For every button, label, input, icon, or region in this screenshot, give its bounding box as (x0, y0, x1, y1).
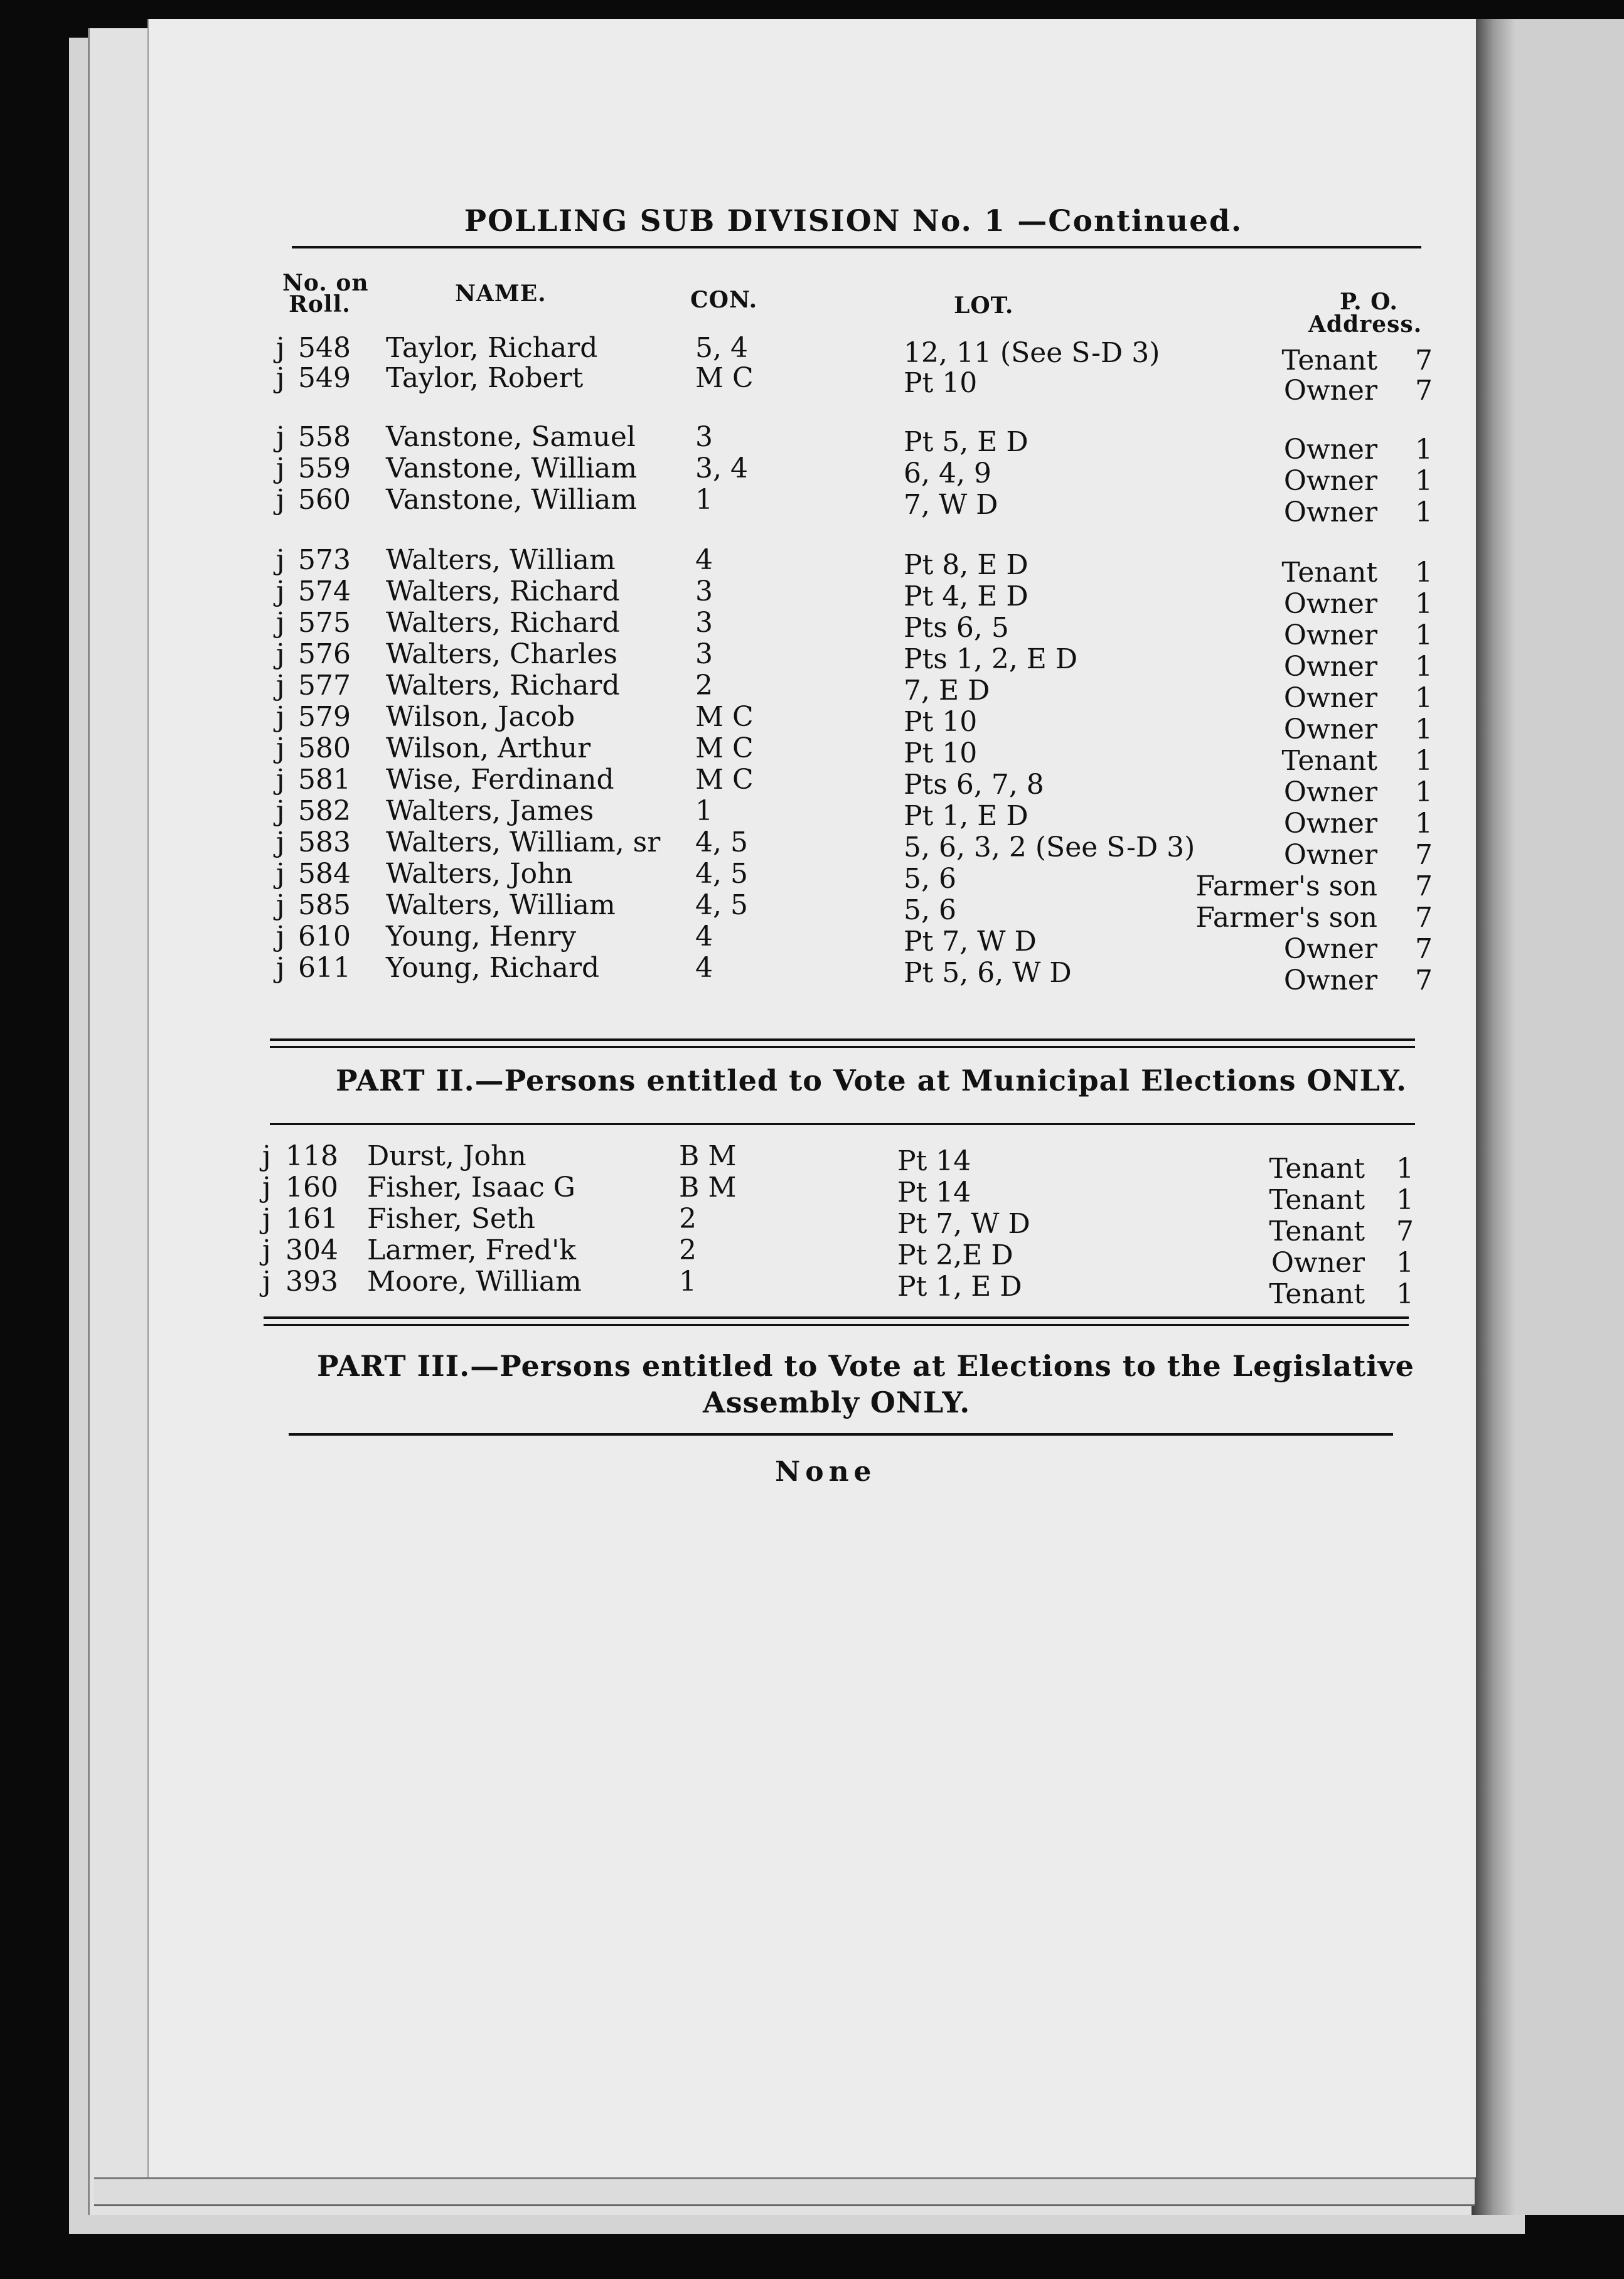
part1-cell-lot: Pt 5, 6, W D (904, 957, 1072, 989)
part1-cell-status: Owner (1283, 619, 1377, 651)
part1-cell-po: 1 (1415, 682, 1433, 714)
part2-cell-con: 2 (679, 1234, 697, 1266)
part2-cell-mark: j (262, 1172, 271, 1204)
part1-cell-status: Tenant (1281, 745, 1377, 777)
part1-cell-con: 4 (695, 921, 713, 953)
part1-cell-no: 581 (298, 764, 351, 796)
part1-row (0, 670, 1624, 714)
part1-cell-status: Owner (1283, 651, 1377, 683)
part1-row (0, 732, 1624, 777)
part1-cell-name: Walters, John (386, 858, 573, 890)
part1-cell-lot: Pt 10 (904, 706, 978, 738)
heading-rule (292, 246, 1421, 248)
part1-row (0, 952, 1624, 996)
part1-cell-no: 582 (298, 795, 351, 827)
part1-cell-con: 4 (695, 544, 713, 576)
part1-cell-name: Walters, Richard (386, 670, 620, 702)
part2-row (0, 1266, 1624, 1310)
part1-cell-no: 610 (298, 921, 351, 953)
part1-cell-mark: j (276, 670, 285, 702)
page-heading: POLLING SUB DIVISION No. 1 —Continued. (464, 204, 1243, 238)
part2-cell-mark: j (262, 1203, 271, 1235)
part1-cell-lot: 7, E D (904, 675, 990, 707)
part1-cell-po: 1 (1415, 776, 1433, 808)
part1-cell-no: 574 (298, 575, 351, 607)
part1-cell-name: Vanstone, William (386, 452, 638, 484)
part1-cell-po: 7 (1415, 902, 1433, 934)
part1-cell-no: 560 (298, 484, 351, 516)
part1-cell-po: 7 (1415, 344, 1433, 376)
part1-cell-mark: j (276, 795, 285, 827)
part1-cell-mark: j (276, 544, 285, 576)
part2-cell-lot: Pt 14 (897, 1177, 971, 1209)
part2-cell-mark: j (262, 1234, 271, 1266)
part1-cell-no: 584 (298, 858, 351, 890)
part1-cell-name: Vanstone, William (386, 484, 638, 516)
part2-title: PART II.—Persons entitled to Vote at Municipal Elections ONLY. (336, 1064, 1407, 1097)
col-header-name: NAME. (455, 280, 547, 307)
part2-cell-status: Tenant (1269, 1184, 1365, 1216)
part1-cell-name: Young, Henry (386, 921, 577, 953)
part1-cell-mark: j (276, 421, 285, 453)
part1-cell-status: Tenant (1281, 557, 1377, 589)
part1-row (0, 889, 1624, 934)
part1-cell-name: Wise, Ferdinand (386, 764, 614, 796)
part2-cell-no: 161 (286, 1203, 338, 1235)
part1-cell-no: 580 (298, 732, 351, 764)
part1-cell-mark: j (276, 764, 285, 796)
part1-cell-status: Farmer's son (1195, 870, 1377, 902)
part1-cell-status: Owner (1283, 682, 1377, 714)
part1-cell-con: 3 (695, 421, 713, 453)
part1-cell-con: 3 (695, 638, 713, 670)
part1-cell-mark: j (276, 362, 285, 394)
part1-cell-status: Owner (1283, 434, 1377, 466)
part1-cell-name: Wilson, Jacob (386, 701, 575, 733)
part1-cell-no: 549 (298, 362, 351, 394)
part2-cell-no: 118 (286, 1140, 338, 1172)
part2-row (0, 1234, 1624, 1279)
part2-cell-po: 1 (1396, 1247, 1414, 1279)
part1-cell-con: 3 (695, 575, 713, 607)
part1-cell-mark: j (276, 826, 285, 858)
part1-cell-status: Owner (1283, 465, 1377, 497)
part1-row (0, 332, 1624, 376)
part1-row (0, 638, 1624, 683)
part1-cell-con: 4, 5 (695, 889, 748, 921)
part1-row (0, 764, 1624, 808)
part1-cell-status: Owner (1283, 839, 1377, 871)
part2-top-rule-1 (270, 1038, 1415, 1041)
part1-cell-lot: Pts 6, 5 (904, 612, 1009, 644)
part1-cell-name: Taylor, Robert (386, 362, 584, 394)
part1-cell-name: Walters, William (386, 544, 616, 576)
part1-row (0, 575, 1624, 620)
part1-cell-po: 1 (1415, 713, 1433, 745)
part1-cell-name: Taylor, Richard (386, 332, 598, 364)
part1-cell-lot: 5, 6 (904, 894, 956, 926)
col-header-roll: Roll. (289, 291, 351, 318)
part1-cell-po: 7 (1415, 933, 1433, 965)
part1-cell-status: Owner (1283, 933, 1377, 965)
col-header-con: CON. (690, 287, 758, 313)
part3-title-line1: PART III.—Persons entitled to Vote at Elections to the Legislative (317, 1349, 1414, 1383)
part2-cell-status: Tenant (1269, 1215, 1365, 1247)
part1-cell-lot: 6, 4, 9 (904, 457, 991, 489)
part1-row (0, 544, 1624, 589)
part1-cell-con: M C (695, 732, 754, 764)
part1-cell-status: Owner (1283, 964, 1377, 996)
part1-cell-po: 1 (1415, 465, 1433, 497)
part1-cell-status: Tenant (1281, 344, 1377, 376)
part1-cell-con: 1 (695, 484, 713, 516)
part2-cell-name: Moore, William (367, 1266, 582, 1298)
part1-cell-no: 573 (298, 544, 351, 576)
part1-cell-con: 2 (695, 670, 713, 702)
part2-row (0, 1203, 1624, 1247)
part2-top-rule-2 (270, 1046, 1415, 1048)
part1-cell-no: 579 (298, 701, 351, 733)
part2-cell-name: Fisher, Seth (367, 1203, 535, 1235)
part1-cell-name: Wilson, Arthur (386, 732, 591, 764)
part2-cell-po: 1 (1396, 1184, 1414, 1216)
part3-bottom-rule (289, 1433, 1393, 1436)
part1-cell-no: 577 (298, 670, 351, 702)
part2-cell-lot: Pt 7, W D (897, 1208, 1030, 1240)
part2-cell-con: B M (679, 1172, 737, 1204)
part1-row (0, 701, 1624, 745)
part1-cell-lot: 5, 6, 3, 2 (See S-D 3) (904, 831, 1195, 863)
part1-row (0, 795, 1624, 840)
part1-cell-mark: j (276, 858, 285, 890)
part2-cell-con: B M (679, 1140, 737, 1172)
part2-cell-no: 393 (286, 1266, 338, 1298)
part1-cell-lot: Pt 10 (904, 737, 978, 769)
part2-cell-po: 1 (1396, 1278, 1414, 1310)
col-header-address: Address. (1308, 311, 1423, 338)
part2-cell-mark: j (262, 1266, 271, 1298)
part1-row (0, 858, 1624, 902)
col-header-po: P. O. (1340, 289, 1398, 315)
part1-cell-status: Owner (1283, 776, 1377, 808)
part1-cell-po: 1 (1415, 619, 1433, 651)
part1-cell-name: Walters, Charles (386, 638, 617, 670)
part1-cell-po: 7 (1415, 870, 1433, 902)
col-header-lot: LOT. (954, 292, 1014, 319)
part2-row (0, 1140, 1624, 1185)
part2-cell-status: Tenant (1269, 1153, 1365, 1185)
part1-cell-name: Walters, William, sr (386, 826, 661, 858)
part1-cell-lot: 12, 11 (See S-D 3) (904, 337, 1160, 369)
part3-title-line2: Assembly ONLY. (703, 1385, 971, 1419)
part1-row (0, 484, 1624, 528)
part2-bottom-rule (270, 1123, 1415, 1125)
part2-cell-con: 2 (679, 1203, 697, 1235)
part2-cell-po: 1 (1396, 1153, 1414, 1185)
part1-cell-no: 583 (298, 826, 351, 858)
part2-row (0, 1172, 1624, 1216)
part1-cell-lot: Pt 1, E D (904, 800, 1028, 832)
part1-cell-status: Owner (1283, 588, 1377, 620)
part1-row (0, 452, 1624, 497)
part1-cell-mark: j (276, 701, 285, 733)
part2-cell-name: Larmer, Fred'k (367, 1234, 576, 1266)
part2-cell-name: Fisher, Isaac G (367, 1172, 575, 1204)
part1-cell-no: 558 (298, 421, 351, 453)
part1-cell-po: 1 (1415, 651, 1433, 683)
part2-cell-con: 1 (679, 1266, 697, 1298)
part1-cell-po: 1 (1415, 434, 1433, 466)
part1-cell-name: Walters, Richard (386, 575, 620, 607)
part2-cell-lot: Pt 2,E D (897, 1239, 1013, 1271)
part1-cell-mark: j (276, 332, 285, 364)
part3-none-label: None (775, 1456, 877, 1488)
part1-cell-status: Farmer's son (1195, 902, 1377, 934)
part1-cell-name: Walters, William (386, 889, 616, 921)
part1-cell-po: 7 (1415, 839, 1433, 871)
part1-row (0, 826, 1624, 871)
part1-cell-lot: Pts 6, 7, 8 (904, 769, 1044, 801)
part1-cell-po: 1 (1415, 808, 1433, 840)
part1-cell-po: 1 (1415, 557, 1433, 589)
part1-cell-name: Walters, Richard (386, 607, 620, 639)
part1-cell-lot: Pts 1, 2, E D (904, 643, 1078, 675)
part2-cell-name: Durst, John (367, 1140, 526, 1172)
part1-cell-po: 7 (1415, 375, 1433, 407)
part1-cell-mark: j (276, 952, 285, 984)
part1-cell-lot: Pt 4, E D (904, 580, 1028, 612)
part1-cell-con: 1 (695, 795, 713, 827)
part1-cell-lot: Pt 7, W D (904, 926, 1037, 958)
part1-cell-status: Owner (1283, 375, 1377, 407)
part1-row (0, 421, 1624, 466)
part1-cell-no: 548 (298, 332, 351, 364)
part1-cell-lot: Pt 5, E D (904, 426, 1028, 458)
part1-cell-mark: j (276, 921, 285, 953)
part2-cell-status: Tenant (1269, 1278, 1365, 1310)
part2-cell-lot: Pt 14 (897, 1145, 971, 1177)
part1-cell-con: M C (695, 701, 754, 733)
part1-cell-no: 559 (298, 452, 351, 484)
part1-row (0, 362, 1624, 407)
part1-cell-lot: Pt 10 (904, 367, 978, 399)
part1-cell-name: Young, Richard (386, 952, 600, 984)
part1-cell-no: 576 (298, 638, 351, 670)
part1-cell-mark: j (276, 452, 285, 484)
part2-cell-no: 160 (286, 1172, 338, 1204)
part1-cell-lot: 7, W D (904, 489, 998, 521)
part1-cell-name: Walters, James (386, 795, 594, 827)
part1-cell-name: Vanstone, Samuel (386, 421, 636, 453)
part1-row (0, 921, 1624, 965)
part1-cell-con: M C (695, 764, 754, 796)
part1-row (0, 607, 1624, 651)
part2-cell-mark: j (262, 1140, 271, 1172)
part1-cell-status: Owner (1283, 496, 1377, 528)
part1-cell-po: 7 (1415, 964, 1433, 996)
part1-cell-mark: j (276, 889, 285, 921)
part1-cell-status: Owner (1283, 808, 1377, 840)
part1-cell-mark: j (276, 607, 285, 639)
part1-cell-con: 4, 5 (695, 858, 748, 890)
part1-cell-con: 4 (695, 952, 713, 984)
part2-cell-no: 304 (286, 1234, 338, 1266)
part1-cell-no: 611 (298, 952, 351, 984)
part1-cell-no: 575 (298, 607, 351, 639)
part1-cell-no: 585 (298, 889, 351, 921)
part1-cell-con: M C (695, 362, 754, 394)
part2-cell-lot: Pt 1, E D (897, 1271, 1022, 1303)
part1-cell-po: 1 (1415, 588, 1433, 620)
part1-cell-con: 5, 4 (695, 332, 748, 364)
part1-cell-status: Owner (1283, 713, 1377, 745)
part1-cell-con: 4, 5 (695, 826, 748, 858)
part1-cell-lot: Pt 8, E D (904, 549, 1028, 581)
part3-top-rule-1 (264, 1316, 1409, 1319)
part2-cell-po: 7 (1396, 1215, 1414, 1247)
part2-cell-status: Owner (1271, 1247, 1365, 1279)
col-header-no-on: No. on (282, 270, 369, 296)
part1-cell-mark: j (276, 484, 285, 516)
part1-cell-mark: j (276, 638, 285, 670)
part1-cell-po: 1 (1415, 745, 1433, 777)
part1-cell-lot: 5, 6 (904, 863, 956, 895)
part1-cell-mark: j (276, 732, 285, 764)
part1-cell-po: 1 (1415, 496, 1433, 528)
part1-cell-con: 3 (695, 607, 713, 639)
part1-cell-mark: j (276, 575, 285, 607)
part1-cell-con: 3, 4 (695, 452, 748, 484)
part3-top-rule-2 (264, 1324, 1409, 1326)
